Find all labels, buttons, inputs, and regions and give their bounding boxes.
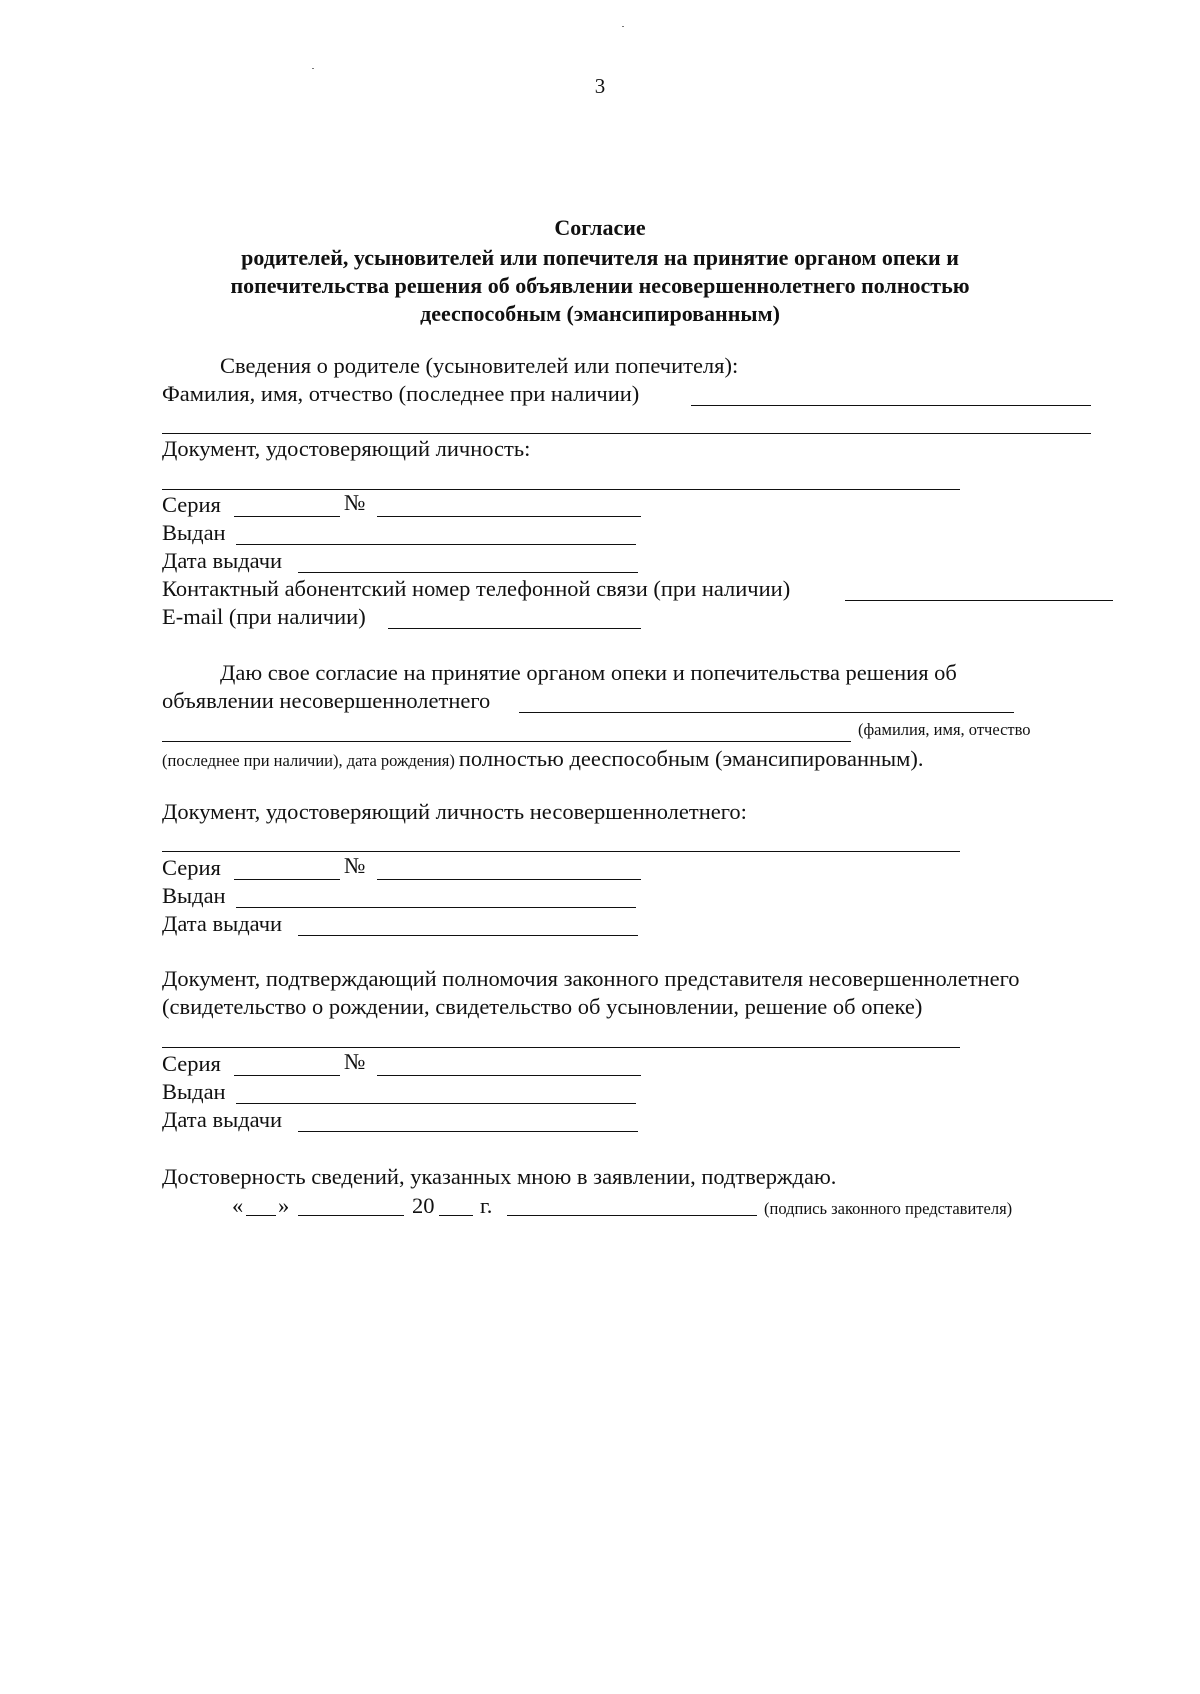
authority-issued-field[interactable]	[236, 1103, 636, 1104]
signature-field[interactable]	[507, 1215, 757, 1216]
date-quote-open: «	[232, 1193, 244, 1218]
minor-number-label: №	[344, 853, 366, 878]
parent-number-label: №	[344, 490, 366, 515]
consent-text-line-1: Даю свое согласие на принятие органом опеки и попечительства решения об	[220, 660, 957, 685]
scan-speck	[312, 68, 314, 69]
parent-issue-date-label: Дата выдачи	[162, 548, 283, 573]
parent-fio-field[interactable]	[691, 405, 1091, 406]
minor-issued-label: Выдан	[162, 883, 226, 908]
document-subtitle-line-2: попечительства решения об объявлении несовершеннолетнего полностью	[230, 273, 970, 298]
minor-id-doc-type-field[interactable]	[162, 851, 960, 852]
minor-name-hint-continuation: (последнее при наличии), дата рождения)	[162, 751, 455, 770]
minor-number-field[interactable]	[377, 879, 641, 880]
minor-series-label: Серия	[162, 855, 221, 880]
confirmation-text: Достоверность сведений, указанных мною в заявлении, подтверждаю.	[162, 1164, 837, 1189]
date-day-field[interactable]	[246, 1215, 276, 1216]
parent-email-label: E-mail (при наличии)	[162, 604, 366, 629]
date-month-field[interactable]	[298, 1215, 404, 1216]
minor-issued-field[interactable]	[236, 907, 636, 908]
parent-id-doc-label: Документ, удостоверяющий личность:	[162, 436, 531, 461]
authority-doc-label-line-2: (свидетельство о рождении, свидетельство об усыновлении, решение об опеке)	[162, 994, 923, 1019]
parent-info-intro: Сведения о родителе (усыновителей или попечителя):	[220, 353, 739, 378]
parent-number-field[interactable]	[377, 516, 641, 517]
date-year-prefix: 20	[412, 1193, 435, 1218]
authority-series-label: Серия	[162, 1051, 221, 1076]
parent-phone-label: Контактный абонентский номер телефонной связи (при наличии)	[162, 576, 791, 601]
parent-issue-date-field[interactable]	[298, 572, 638, 573]
date-quote-close: »	[278, 1193, 290, 1218]
parent-fio-field-continuation[interactable]	[162, 433, 1091, 434]
parent-email-field[interactable]	[388, 628, 641, 629]
parent-fio-label: Фамилия, имя, отчество (последнее при наличии)	[162, 381, 640, 406]
parent-issued-label: Выдан	[162, 520, 226, 545]
document-subtitle-line-3: дееспособным (эмансипированным)	[420, 301, 780, 326]
date-year-field[interactable]	[439, 1215, 473, 1216]
date-year-suffix: г.	[480, 1193, 493, 1218]
minor-series-field[interactable]	[234, 879, 340, 880]
parent-phone-field[interactable]	[845, 600, 1113, 601]
authority-doc-label-line-1: Документ, подтверждающий полномочия законного представителя несовершеннолетнего	[162, 966, 1020, 991]
scan-speck	[622, 26, 624, 27]
parent-series-field[interactable]	[234, 516, 340, 517]
consent-text-line-3	[162, 746, 924, 772]
document-subtitle-line-1: родителей, усыновителей или попечителя на принятие органом опеки и	[241, 245, 959, 270]
consent-text-tail: полностью дееспособным (эмансипированным).	[458, 746, 924, 771]
parent-issued-field[interactable]	[236, 544, 636, 545]
authority-issued-label: Выдан	[162, 1079, 226, 1104]
authority-series-field[interactable]	[234, 1075, 340, 1076]
minor-name-field-continuation[interactable]	[162, 741, 851, 742]
authority-issue-date-label: Дата выдачи	[162, 1107, 283, 1132]
minor-id-doc-label: Документ, удостоверяющий личность несовершеннолетнего:	[162, 799, 747, 824]
parent-id-doc-type-field[interactable]	[162, 489, 960, 490]
authority-doc-type-field[interactable]	[162, 1047, 960, 1048]
authority-number-label: №	[344, 1049, 366, 1074]
minor-name-field[interactable]	[519, 712, 1014, 713]
signature-hint: (подпись законного представителя)	[764, 1199, 1013, 1218]
page-number: 3	[594, 74, 606, 98]
parent-series-label: Серия	[162, 492, 221, 517]
authority-number-field[interactable]	[377, 1075, 641, 1076]
minor-issue-date-label: Дата выдачи	[162, 911, 283, 936]
minor-name-hint: (фамилия, имя, отчество	[858, 720, 1031, 739]
authority-issue-date-field[interactable]	[298, 1131, 638, 1132]
minor-issue-date-field[interactable]	[298, 935, 638, 936]
document-title: Согласие	[554, 215, 646, 240]
consent-text-line-2: объявлении несовершеннолетнего	[162, 688, 491, 713]
